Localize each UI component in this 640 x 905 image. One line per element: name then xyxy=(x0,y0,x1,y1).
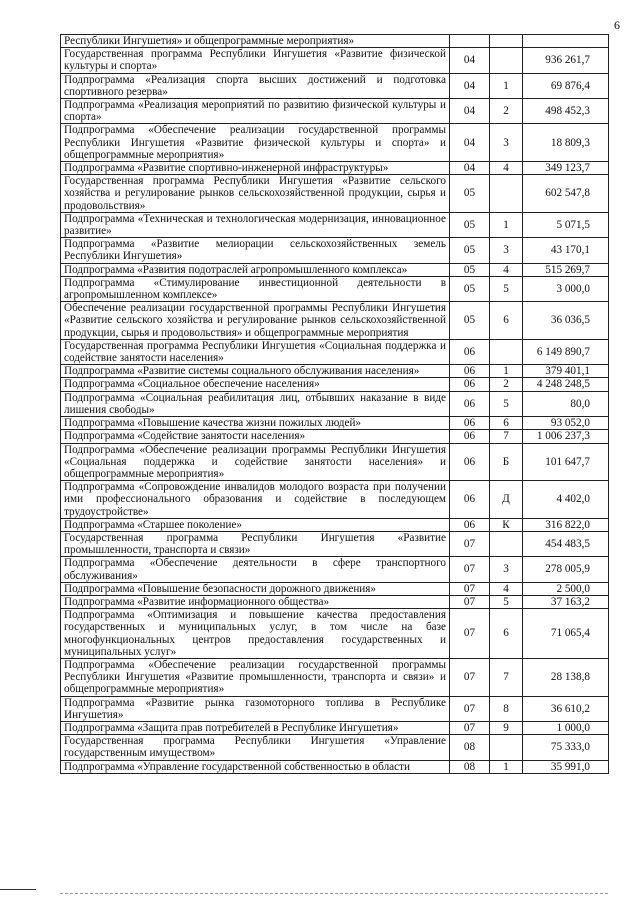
program-code-cell: 07 xyxy=(450,721,490,734)
table-row xyxy=(61,735,609,760)
amount-cell: 1 006 237,3 xyxy=(523,430,609,443)
table-row xyxy=(61,48,609,73)
program-code-cell: 04 xyxy=(450,162,490,175)
table-row xyxy=(61,518,609,531)
table-row xyxy=(61,175,609,213)
subprogram-code-cell: 2 xyxy=(490,378,523,391)
table-row xyxy=(61,582,609,595)
program-code-cell: 07 xyxy=(450,595,490,608)
table-row xyxy=(61,162,609,175)
program-name-cell: Подпрограмма «Оптимизация и повышение качества предоставления государственных и муниципальных услуг, в том числе на базе многофункциональных центров предоставления государственных и муниципальных услуг» xyxy=(61,609,450,659)
table-row xyxy=(61,417,609,430)
subprogram-code-cell: 3 xyxy=(490,124,523,162)
program-name-cell: Государственная программа Республики Ингушетия «Развитие физической культуры и спорта» xyxy=(61,48,450,73)
amount-cell: 1 000,0 xyxy=(523,721,609,734)
subprogram-code-cell: 6 xyxy=(490,417,523,430)
amount-cell: 93 052,0 xyxy=(523,417,609,430)
program-name-cell: Государственная программа Республики Ингушетия «Развитие промышленности, транспорта и связи» xyxy=(61,531,450,556)
amount-cell: 4 248 248,5 xyxy=(523,378,609,391)
budget-table xyxy=(60,34,609,774)
amount-cell: 2 500,0 xyxy=(523,582,609,595)
subprogram-code-cell: 5 xyxy=(490,391,523,416)
subprogram-code-cell xyxy=(490,339,523,364)
program-code-cell: 06 xyxy=(450,391,490,416)
table-row xyxy=(61,35,609,48)
program-code-cell: 08 xyxy=(450,760,490,773)
program-name-cell: Подпрограмма «Социальное обеспечение населения» xyxy=(61,378,450,391)
table-row xyxy=(61,760,609,773)
amount-cell: 28 138,8 xyxy=(523,658,609,696)
program-code-cell: 05 xyxy=(450,302,490,340)
subprogram-code-cell: 4 xyxy=(490,162,523,175)
amount-cell: 454 483,5 xyxy=(523,531,609,556)
subprogram-code-cell xyxy=(490,735,523,760)
amount-cell: 75 333,0 xyxy=(523,735,609,760)
program-name-cell: Подпрограмма «Развитие информационного общества» xyxy=(61,595,450,608)
program-code-cell: 07 xyxy=(450,557,490,582)
amount-cell: 3 000,0 xyxy=(523,276,609,301)
program-name-cell: Подпрограмма «Социальная реабилитация лиц, отбывших наказание в виде лишения свободы» xyxy=(61,391,450,416)
amount-cell: 4 402,0 xyxy=(523,481,609,519)
amount-cell: 349 123,7 xyxy=(523,162,609,175)
program-name-cell: Подпрограмма «Реализация спорта высших достижений и подготовка спортивного резерва» xyxy=(61,73,450,98)
amount-cell: 278 005,9 xyxy=(523,557,609,582)
table-row xyxy=(61,238,609,263)
table-row xyxy=(61,99,609,124)
amount-cell: 6 149 890,7 xyxy=(523,339,609,364)
subprogram-code-cell: 7 xyxy=(490,430,523,443)
program-code-cell: 06 xyxy=(450,443,490,481)
program-name-cell: Подпрограмма «Развитие рынка газомоторного топлива в Республике Ингушетия» xyxy=(61,696,450,721)
subprogram-code-cell: 1 xyxy=(490,73,523,98)
amount-cell: 602 547,8 xyxy=(523,175,609,213)
table-row xyxy=(61,124,609,162)
subprogram-code-cell: Д xyxy=(490,481,523,519)
subprogram-code-cell: 7 xyxy=(490,658,523,696)
table-row xyxy=(61,212,609,237)
page-bottom-line xyxy=(60,893,608,894)
program-name-cell: Подпрограмма «Повышение качества жизни пожилых людей» xyxy=(61,417,450,430)
amount-cell: 43 170,1 xyxy=(523,238,609,263)
amount-cell: 5 071,5 xyxy=(523,212,609,237)
program-name-cell: Подпрограмма «Повышение безопасности дорожного движения» xyxy=(61,582,450,595)
program-name-cell: Подпрограмма «Обеспечение реализации программы Республики Ингушетия «Социальная поддержка и содействие занятости населения» и общепрограммные мероприятия» xyxy=(61,443,450,481)
program-code-cell: 06 xyxy=(450,417,490,430)
subprogram-code-cell: 2 xyxy=(490,99,523,124)
amount-cell: 71 065,4 xyxy=(523,609,609,659)
program-name-cell: Подпрограмма «Развития подотраслей агропромышленного комплекса» xyxy=(61,263,450,276)
program-name-cell: Подпрограмма «Обеспечение реализации государственной программы Республики Ингушетия «Развитие промышленности, транспорта и связи» и общепрограммные мероприятия» xyxy=(61,658,450,696)
program-code-cell: 05 xyxy=(450,175,490,213)
amount-cell: 80,0 xyxy=(523,391,609,416)
program-name-cell: Подпрограмма «Техническая и технологическая модернизация, инновационное развитие» xyxy=(61,212,450,237)
subprogram-code-cell: 4 xyxy=(490,263,523,276)
subprogram-code-cell: 1 xyxy=(490,760,523,773)
subprogram-code-cell: 5 xyxy=(490,595,523,608)
program-code-cell: 06 xyxy=(450,378,490,391)
amount-cell: 316 822,0 xyxy=(523,518,609,531)
subprogram-code-cell: 3 xyxy=(490,238,523,263)
program-name-cell: Подпрограмма «Защита прав потребителей в Республике Ингушетия» xyxy=(61,721,450,734)
table-row xyxy=(61,276,609,301)
program-code-cell: 06 xyxy=(450,481,490,519)
page-number: 6 xyxy=(614,18,620,32)
program-name-cell: Подпрограмма «Содействие занятости населения» xyxy=(61,430,450,443)
program-code-cell: 05 xyxy=(450,212,490,237)
table-row xyxy=(61,595,609,608)
program-code-cell xyxy=(450,35,490,48)
program-code-cell: 06 xyxy=(450,430,490,443)
program-code-cell: 05 xyxy=(450,263,490,276)
subprogram-code-cell: 6 xyxy=(490,609,523,659)
table-row xyxy=(61,263,609,276)
program-code-cell: 07 xyxy=(450,696,490,721)
program-name-cell: Подпрограмма «Развитие мелиорации сельскохозяйственных земель Республики Ингушетия» xyxy=(61,238,450,263)
program-name-cell: Подпрограмма «Сопровождение инвалидов молодого возраста при получении ими профессионального образования и содействие в последующем трудоустройстве» xyxy=(61,481,450,519)
program-name-cell: Подпрограмма «Развитие системы социального обслуживания населения» xyxy=(61,365,450,378)
table-row xyxy=(61,481,609,519)
program-name-cell: Подпрограмма «Управление государственной собственностью в области xyxy=(61,760,450,773)
amount-cell: 101 647,7 xyxy=(523,443,609,481)
table-row xyxy=(61,378,609,391)
program-code-cell: 07 xyxy=(450,582,490,595)
program-name-cell: Подпрограмма «Старшее поколение» xyxy=(61,518,450,531)
table-row xyxy=(61,696,609,721)
table-row xyxy=(61,391,609,416)
program-code-cell: 07 xyxy=(450,609,490,659)
budget-table-body xyxy=(61,35,609,774)
program-name-cell: Обеспечение реализации государственной программы Республики Ингушетия «Развитие сельского хозяйства и регулирование рынков сельскохозяйственной продукции, сырья и продовольствия» и общепрограммные мероприятия xyxy=(61,302,450,340)
program-code-cell: 06 xyxy=(450,339,490,364)
amount-cell: 35 991,0 xyxy=(523,760,609,773)
amount-cell: 18 809,3 xyxy=(523,124,609,162)
program-code-cell: 05 xyxy=(450,276,490,301)
subprogram-code-cell: 1 xyxy=(490,212,523,237)
table-row xyxy=(61,365,609,378)
subprogram-code-cell: 4 xyxy=(490,582,523,595)
table-row xyxy=(61,609,609,659)
program-name-cell: Подпрограмма «Обеспечение реализации государственной программы Республики Ингушетия «Развитие физической культуры и спорта» и общепрограммные мероприятия» xyxy=(61,124,450,162)
program-code-cell: 04 xyxy=(450,99,490,124)
subprogram-code-cell: 3 xyxy=(490,557,523,582)
program-code-cell: 08 xyxy=(450,735,490,760)
program-code-cell: 04 xyxy=(450,124,490,162)
program-name-cell: Подпрограмма «Развитие спортивно-инженерной инфраструктуры» xyxy=(61,162,450,175)
program-name-cell: Подпрограмма «Стимулирование инвестиционной деятельности в агропромышленном комплексе» xyxy=(61,276,450,301)
subprogram-code-cell xyxy=(490,35,523,48)
amount-cell: 379 401,1 xyxy=(523,365,609,378)
subprogram-code-cell xyxy=(490,531,523,556)
table-row xyxy=(61,430,609,443)
subprogram-code-cell: 5 xyxy=(490,276,523,301)
table-row xyxy=(61,658,609,696)
amount-cell: 936 261,7 xyxy=(523,48,609,73)
amount-cell: 36 610,2 xyxy=(523,696,609,721)
program-code-cell: 04 xyxy=(450,73,490,98)
program-code-cell: 07 xyxy=(450,531,490,556)
table-row xyxy=(61,531,609,556)
program-name-cell: Республики Ингушетия» и общепрограммные мероприятия» xyxy=(61,35,450,48)
program-code-cell: 06 xyxy=(450,365,490,378)
program-name-cell: Государственная программа Республики Ингушетия «Управление государственным имуществом» xyxy=(61,735,450,760)
subprogram-code-cell: Б xyxy=(490,443,523,481)
subprogram-code-cell: 9 xyxy=(490,721,523,734)
subprogram-code-cell: К xyxy=(490,518,523,531)
amount-cell: 498 452,3 xyxy=(523,99,609,124)
program-name-cell: Подпрограмма «Обеспечение деятельности в сфере транспортного обслуживания» xyxy=(61,557,450,582)
program-name-cell: Подпрограмма «Реализация мероприятий по развитию физической культуры и спорта» xyxy=(61,99,450,124)
amount-cell: 515 269,7 xyxy=(523,263,609,276)
table-row xyxy=(61,339,609,364)
program-code-cell: 06 xyxy=(450,518,490,531)
subprogram-code-cell: 8 xyxy=(490,696,523,721)
table-row xyxy=(61,73,609,98)
program-code-cell: 07 xyxy=(450,658,490,696)
amount-cell: 37 163,2 xyxy=(523,595,609,608)
program-name-cell: Государственная программа Республики Ингушетия «Развитие сельского хозяйства и регулирование рынков сельскохозяйственной продукции, сырья и продовольствия» xyxy=(61,175,450,213)
amount-cell: 69 876,4 xyxy=(523,73,609,98)
table-row xyxy=(61,302,609,340)
subprogram-code-cell: 1 xyxy=(490,365,523,378)
program-code-cell: 04 xyxy=(450,48,490,73)
amount-cell: 36 036,5 xyxy=(523,302,609,340)
program-code-cell: 05 xyxy=(450,238,490,263)
subprogram-code-cell xyxy=(490,175,523,213)
subprogram-code-cell: 6 xyxy=(490,302,523,340)
program-name-cell: Государственная программа Республики Ингушетия «Социальная поддержка и содействие занятости населения» xyxy=(61,339,450,364)
table-row xyxy=(61,721,609,734)
table-row xyxy=(61,557,609,582)
subprogram-code-cell xyxy=(490,48,523,73)
table-row xyxy=(61,443,609,481)
scan-edge-line xyxy=(0,889,36,890)
amount-cell xyxy=(523,35,609,48)
